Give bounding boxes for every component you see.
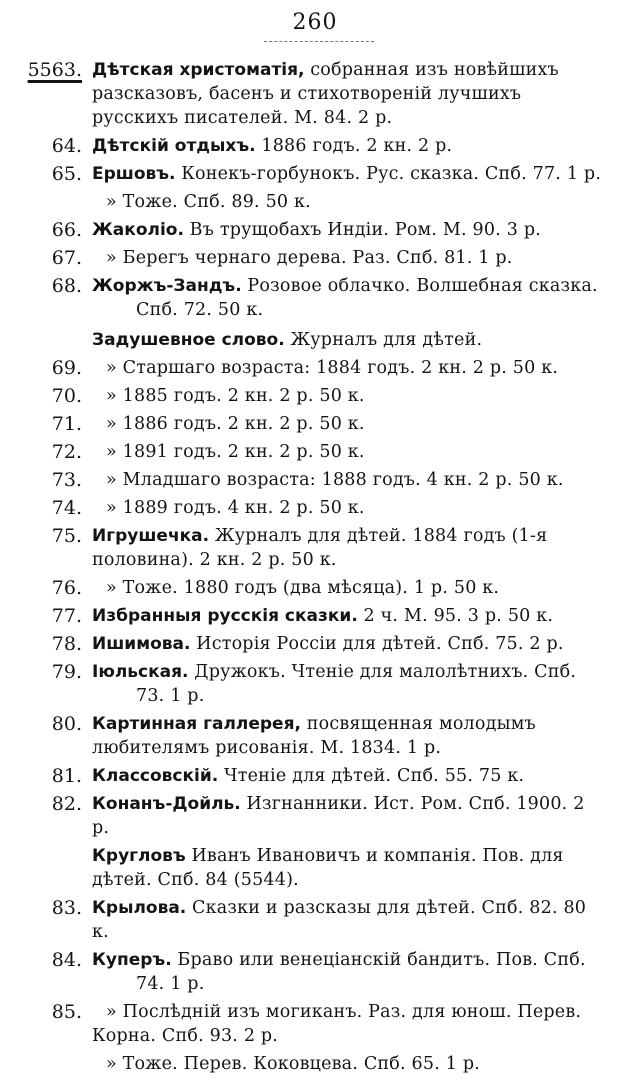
entry-number: 77. xyxy=(51,605,82,627)
entry-body xyxy=(92,896,602,944)
entry-number: 64. xyxy=(51,135,82,157)
entry-author-title: Конанъ-Дойль. xyxy=(92,794,241,814)
entry-number: 84. xyxy=(51,949,82,971)
entry-number: 68. xyxy=(51,275,82,297)
entry-description: Тоже. Перев. Коковцева. Спб. 65. 1 р. xyxy=(122,1054,481,1074)
entry-author-title: Дѣтская христоматія, xyxy=(92,60,305,80)
entry-body xyxy=(92,844,602,892)
entry-body xyxy=(92,218,602,242)
catalog-entry xyxy=(0,496,630,520)
catalog-entry xyxy=(0,764,630,788)
catalog-entry xyxy=(0,218,630,242)
catalog-entry xyxy=(0,384,630,408)
entry-number: 74. xyxy=(51,497,82,519)
entry-body xyxy=(92,712,602,760)
catalog-entry xyxy=(0,576,630,600)
entry-number: 85. xyxy=(51,1001,82,1023)
ditto-mark: » xyxy=(106,1002,123,1022)
entry-description: Тоже. 1880 годъ (два мѣсяца). 1 р. 50 к. xyxy=(122,578,500,598)
entry-number: 66. xyxy=(51,219,82,241)
entry-description: 2 ч. М. 95. 3 р. 50 к. xyxy=(357,606,554,626)
catalog-entry xyxy=(0,896,630,944)
catalog-entry xyxy=(0,440,630,464)
entry-number: 75. xyxy=(51,525,82,547)
catalog-entry xyxy=(0,246,630,270)
ditto-mark: » xyxy=(106,578,123,598)
catalog-entry xyxy=(0,162,630,186)
entry-description: Тоже. Спб. 89. 50 к. xyxy=(122,192,311,212)
entry-author-title: Ершовъ. xyxy=(92,164,176,184)
ditto-mark: » xyxy=(106,192,123,212)
entry-description: Старшаго возраста: 1884 годъ. 2 кн. 2 р. 50 к. xyxy=(122,358,559,378)
entry-description: 1886 годъ. 2 кн. 2 р. xyxy=(255,136,453,156)
entry-description: Розовое облачко. Волшебная сказка. xyxy=(241,276,598,296)
entry-description: Изгнанники. Ист. Ром. Спб. 1900. 2 р. xyxy=(92,794,585,838)
entry-description: Журналъ для дѣтей. xyxy=(284,330,483,350)
catalog-entry xyxy=(0,604,630,628)
entry-author-title: Ишимова. xyxy=(92,634,191,654)
entry-number: 80. xyxy=(51,713,82,735)
entry-author-title: Куперъ. xyxy=(92,950,172,970)
entry-description: Конекъ-горбунокъ. Рус. сказка. Спб. 77. 1 р. xyxy=(175,164,602,184)
catalog-entry xyxy=(0,190,630,214)
entry-description: Браво или венеціанскій бандитъ. Пов. Спб. xyxy=(171,950,586,970)
entry-body xyxy=(92,328,602,352)
entry-description: Младшаго возраста: 1888 годъ. 4 кн. 2 р. 50 к. xyxy=(122,470,564,490)
entry-number: 81. xyxy=(51,765,82,787)
catalog-list xyxy=(0,58,630,1080)
entry-number: 67. xyxy=(51,247,82,269)
catalog-entry xyxy=(0,58,630,130)
entry-body xyxy=(92,134,602,158)
entry-body xyxy=(92,524,602,572)
entry-body xyxy=(92,792,602,840)
ditto-mark: » xyxy=(106,1054,123,1074)
header-rule xyxy=(264,41,374,42)
entry-author-title: Жоржъ-Зандъ. xyxy=(92,276,242,296)
entry-description: собранная изъ новѣйшихъ разсказовъ, басенъ и стихотвореній лучшихъ русскихъ писателей. М. 84. 2 р. xyxy=(92,60,559,128)
catalog-entry xyxy=(0,134,630,158)
entry-number: 82. xyxy=(51,793,82,815)
entry-number: 78. xyxy=(51,633,82,655)
entry-description: 1889 годъ. 4 кн. 2 р. 50 к. xyxy=(122,498,365,518)
entry-body xyxy=(92,468,602,492)
ditto-mark: » xyxy=(106,470,123,490)
ditto-mark: » xyxy=(106,414,123,434)
entry-body xyxy=(92,274,602,322)
entry-number: 79. xyxy=(51,661,82,683)
entry-body xyxy=(92,162,602,186)
entry-author-title: Жаколіо. xyxy=(92,220,184,240)
entry-number: 71. xyxy=(51,413,82,435)
catalog-entry xyxy=(0,660,630,708)
entry-description: 1886 годъ. 2 кн. 2 р. 50 к. xyxy=(122,414,365,434)
entry-description: Журналъ для дѣтей. 1884 годъ (1-я половина). 2 кн. 2 р. 50 к. xyxy=(92,526,548,570)
entry-author-title: Задушевное слово. xyxy=(92,330,285,350)
entry-description: Иванъ Ивановичъ и компанія. Пов. для дѣтей. Спб. 84 (5544). xyxy=(92,846,564,890)
entry-author-title: Кругловъ xyxy=(92,846,186,866)
entry-author-title: Дѣтскій отдыхъ. xyxy=(92,136,256,156)
entry-description: 1891 годъ. 2 кн. 2 р. 50 к. xyxy=(122,442,365,462)
entry-body xyxy=(92,576,602,600)
entry-author-title: Игрушечка. xyxy=(92,526,210,546)
entry-body xyxy=(92,632,602,656)
entry-body xyxy=(92,190,602,214)
entry-description: Чтеніе для дѣтей. Спб. 55. 75 к. xyxy=(218,766,525,786)
entry-number: 65. xyxy=(51,163,82,185)
entry-number: 70. xyxy=(51,385,82,407)
catalog-entry xyxy=(0,356,630,380)
ditto-mark: » xyxy=(106,386,123,406)
entry-body xyxy=(92,412,602,436)
catalog-entry xyxy=(0,1052,630,1076)
entry-body xyxy=(92,1000,602,1048)
entry-continuation: 73. 1 р. xyxy=(136,686,205,706)
entry-description: Послѣдній изъ могиканъ. Раз. для юнош. Перев. Корна. Спб. 93. 2 р. xyxy=(92,1002,582,1046)
entry-body xyxy=(92,1052,602,1076)
entry-author-title: Іюльская. xyxy=(92,662,189,682)
entry-body xyxy=(92,948,602,996)
ditto-mark: » xyxy=(106,498,123,518)
entry-description: посвященная молодымъ любителямъ рисованія. М. 1834. 1 р. xyxy=(92,714,536,758)
entry-body xyxy=(92,604,602,628)
entry-description: Въ трущобахъ Индіи. Ром. М. 90. 3 р. xyxy=(183,220,541,240)
entry-body xyxy=(92,246,602,270)
ditto-mark: » xyxy=(106,248,123,268)
entry-description: Исторія Россіи для дѣтей. Спб. 75. 2 р. xyxy=(190,634,564,654)
catalog-entry xyxy=(0,948,630,996)
catalog-entry xyxy=(0,274,630,322)
catalog-entry xyxy=(0,468,630,492)
entry-author-title: Классовскій. xyxy=(92,766,219,786)
catalog-entry xyxy=(0,524,630,572)
page-number: 260 xyxy=(292,10,338,35)
catalog-entry xyxy=(0,328,630,352)
entry-continuation: 74. 1 р. xyxy=(136,974,205,994)
entry-author-title: Картинная галлерея, xyxy=(92,714,301,734)
entry-body xyxy=(92,660,602,708)
entry-body xyxy=(92,440,602,464)
catalog-entry xyxy=(0,632,630,656)
entry-number: 76. xyxy=(51,577,82,599)
entry-description: 1885 годъ. 2 кн. 2 р. 50 к. xyxy=(122,386,365,406)
ditto-mark: » xyxy=(106,442,123,462)
entry-author-title: Избранныя русскія сказки. xyxy=(92,606,358,626)
entry-number: 5563. xyxy=(27,59,82,81)
ditto-mark: » xyxy=(106,358,123,378)
entry-author-title: Крылова. xyxy=(92,898,187,918)
entry-description: Сказки и разсказы для дѣтей. Спб. 82. 80 к. xyxy=(92,898,587,942)
entry-number: 83. xyxy=(51,897,82,919)
entry-continuation: Спб. 72. 50 к. xyxy=(136,300,264,320)
catalog-entry xyxy=(0,712,630,760)
catalog-entry xyxy=(0,1000,630,1048)
catalog-entry xyxy=(0,792,630,840)
entry-description: Дружокъ. Чтеніе для малолѣтнихъ. Спб. xyxy=(188,662,577,682)
entry-body xyxy=(92,496,602,520)
entry-number: 69. xyxy=(51,357,82,379)
catalog-entry xyxy=(0,844,630,892)
entry-body xyxy=(92,356,602,380)
entry-number: 73. xyxy=(51,469,82,491)
entry-body xyxy=(92,384,602,408)
entry-description: Берегъ чернаго дерева. Раз. Спб. 81. 1 р. xyxy=(122,248,513,268)
entry-number: 72. xyxy=(51,441,82,463)
entry-body xyxy=(92,58,602,130)
catalog-entry xyxy=(0,412,630,436)
entry-body xyxy=(92,764,602,788)
